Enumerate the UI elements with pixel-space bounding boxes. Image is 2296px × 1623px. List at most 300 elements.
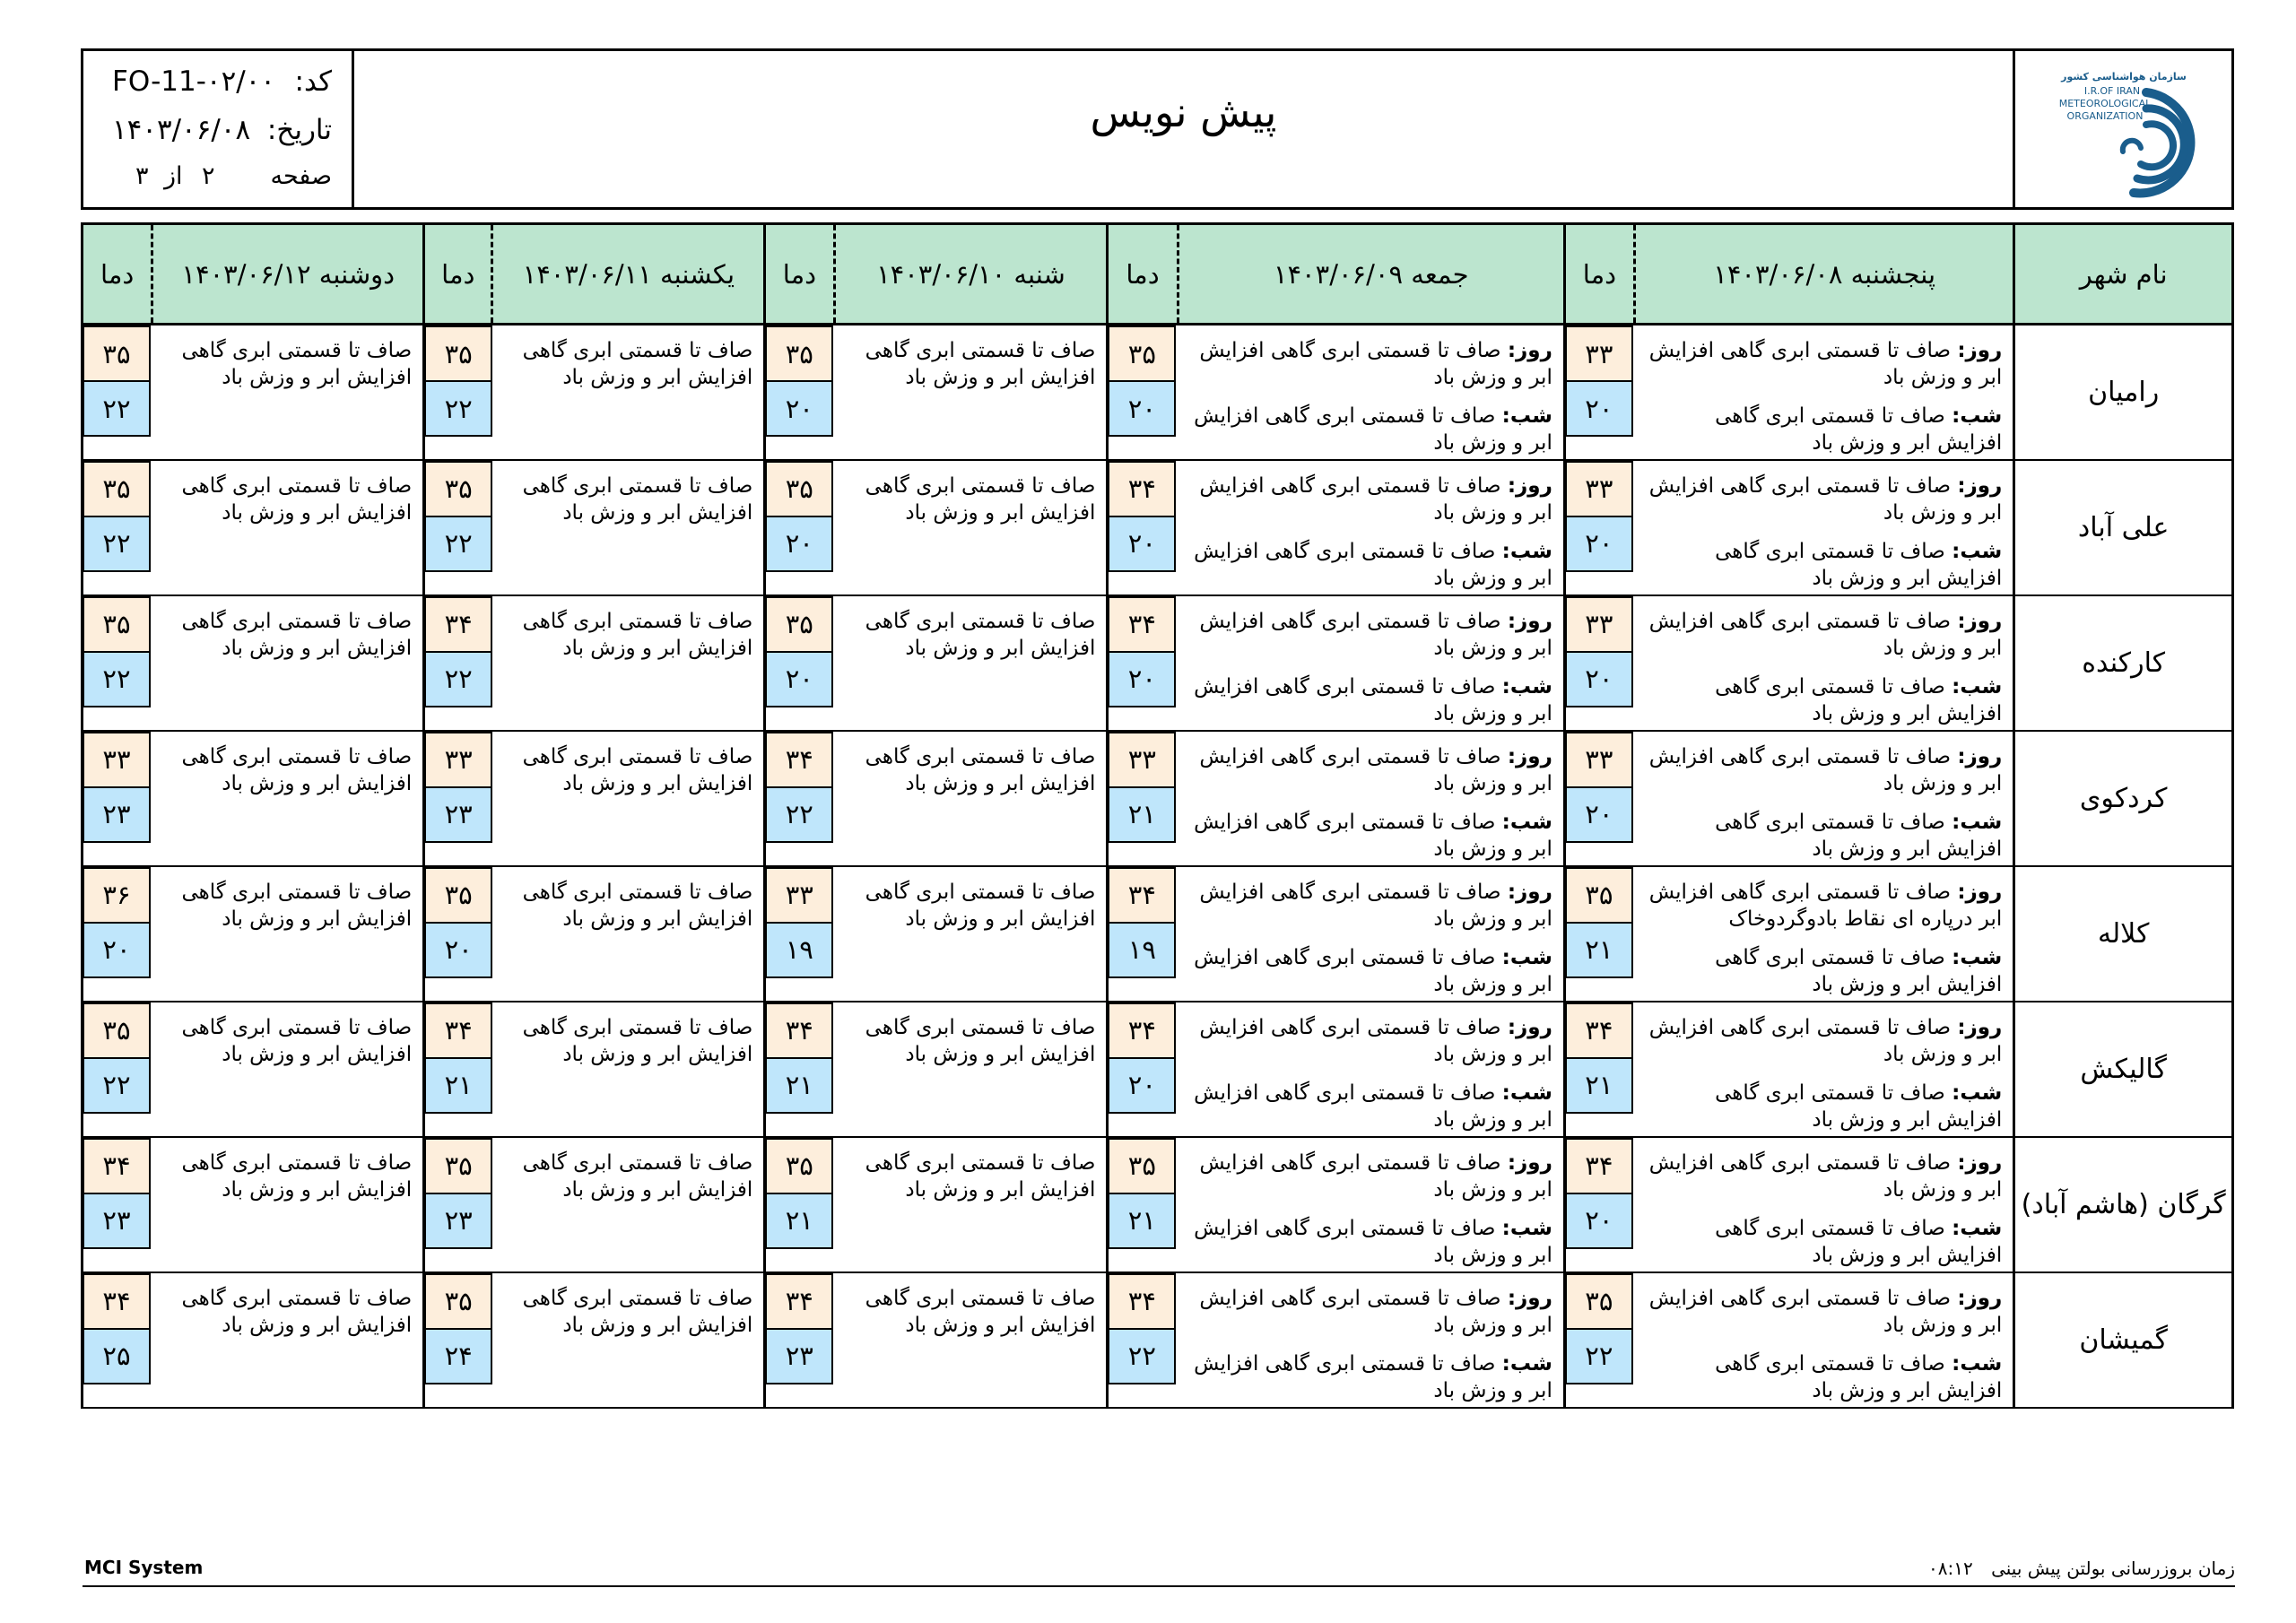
min-temp: ۲۱ [1565, 1057, 1633, 1114]
forecast-text: صاف تا قسمتی ابری گاهی افزایش ابر و وزش باد [522, 1015, 753, 1066]
table-row [83, 325, 2233, 460]
temperature-cell [1564, 1272, 1634, 1408]
max-temp: ۳۴ [1108, 461, 1176, 517]
column-header-temp-1: دما [1564, 224, 1634, 325]
forecast-description [492, 731, 765, 866]
night-forecast [1646, 1350, 2003, 1404]
day-text: صاف تا قسمتی ابری گاهی افزایش ابر و وزش باد [1199, 744, 1552, 795]
table-header-row [83, 224, 2233, 325]
max-temp: ۳۵ [424, 461, 492, 517]
day-text: صاف تا قسمتی ابری گاهی افزایش ابر و وزش باد [1199, 1150, 1552, 1202]
temperature-cell [83, 1002, 152, 1137]
night-forecast [1188, 1080, 1552, 1133]
night-text: صاف تا قسمتی ابری گاهی افزایش ابر و وزش باد [1194, 674, 1552, 725]
forecast-description [152, 595, 424, 731]
forecast-text: صاف تا قسمتی ابری گاهی افزایش ابر و وزش باد [865, 473, 1096, 525]
temperature-cell [765, 1272, 834, 1408]
min-temp: ۲۲ [83, 1057, 151, 1114]
day-forecast [1188, 608, 1552, 662]
min-temp: ۲۰ [1565, 380, 1633, 437]
city-name: گمیشان [2014, 1272, 2233, 1408]
max-temp: ۳۴ [1108, 596, 1176, 653]
night-label: شب: [1952, 945, 2003, 969]
forecast-text: صاف تا قسمتی ابری گاهی افزایش ابر و وزش باد [865, 880, 1096, 931]
table-row [83, 460, 2233, 595]
min-temp: ۲۰ [1565, 1193, 1633, 1249]
forecast-description [1635, 595, 2014, 731]
page-total: ۳ [135, 162, 149, 190]
max-temp: ۳۵ [765, 325, 833, 382]
code-row [103, 65, 332, 110]
date-label: تاریخ: [266, 114, 332, 146]
forecast-table-container [81, 222, 2234, 1409]
forecast-text: صاف تا قسمتی ابری گاهی افزایش ابر و وزش باد [181, 1150, 413, 1202]
update-label: زمان بروزرسانی بولتن پیش بینی [1991, 1558, 2235, 1579]
day-forecast [1646, 608, 2003, 662]
night-text: صاف تا قسمتی ابری گاهی افزایش ابر و وزش باد [1715, 674, 2003, 725]
day-text: صاف تا قسمتی ابری گاهی افزایش ابر و وزش باد [1648, 1286, 2003, 1337]
forecast-description [152, 1002, 424, 1137]
day-label: روز: [1507, 744, 1552, 768]
day-label: روز: [1957, 339, 2003, 362]
page-row [103, 162, 332, 207]
logo-text-fa: سازمان هواشناسی کشور [2061, 71, 2187, 82]
day-forecast [1188, 1285, 1552, 1339]
max-temp: ۳۳ [1565, 732, 1633, 788]
temperature-cell [424, 1137, 492, 1272]
city-name: کلاله [2014, 866, 2233, 1002]
day-text: صاف تا قسمتی ابری گاهی افزایش ابر و وزش باد [1648, 1015, 2003, 1066]
night-forecast [1188, 1215, 1552, 1269]
min-temp: ۲۰ [765, 516, 833, 572]
day-text: صاف تا قسمتی ابری گاهی افزایش ابر و وزش باد [1648, 1150, 2003, 1202]
forecast-description [834, 460, 1108, 595]
temperature-cell [1564, 595, 1634, 731]
forecast-description [1178, 1137, 1564, 1272]
forecast-text: صاف تا قسمتی ابری گاهی افزایش ابر و وزش باد [181, 1286, 413, 1337]
temperature-cell [1564, 325, 1634, 460]
max-temp: ۳۳ [83, 732, 151, 788]
max-temp: ۳۵ [83, 325, 151, 382]
forecast-description [492, 1002, 765, 1137]
min-temp: ۲۲ [1565, 1328, 1633, 1384]
temperature-cell [1108, 1002, 1178, 1137]
forecast-text: صاف تا قسمتی ابری گاهی افزایش ابر و وزش باد [522, 1150, 753, 1202]
city-name: علی آباد [2014, 460, 2233, 595]
forecast-text: صاف تا قسمتی ابری گاهی افزایش ابر و وزش باد [181, 339, 413, 389]
min-temp: ۲۰ [765, 380, 833, 437]
temperature-cell [424, 866, 492, 1002]
min-temp: ۲۱ [1565, 922, 1633, 978]
night-label: شب: [1952, 1081, 2003, 1105]
logo-text-line4: ORGANIZATION [2066, 110, 2144, 122]
forecast-description [1178, 731, 1564, 866]
night-forecast [1188, 809, 1552, 863]
min-temp: ۱۹ [1108, 922, 1176, 978]
night-text: صاف تا قسمتی ابری گاهی افزایش ابر و وزش باد [1194, 404, 1552, 455]
update-time: ۰۸:۱۲ [1928, 1558, 1973, 1579]
forecast-description [492, 1137, 765, 1272]
forecast-text: صاف تا قسمتی ابری گاهی افزایش ابر و وزش باد [181, 1015, 413, 1066]
day-text: صاف تا قسمتی ابری گاهی افزایش ابر و وزش باد [1648, 339, 2003, 389]
update-time-info [1928, 1558, 2235, 1579]
table-row [83, 731, 2233, 866]
table-row [83, 1002, 2233, 1137]
max-temp: ۳۴ [765, 1002, 833, 1059]
night-text: صاف تا قسمتی ابری گاهی افزایش ابر و وزش باد [1715, 404, 2003, 455]
date-row [103, 114, 332, 159]
max-temp: ۳۶ [83, 867, 151, 924]
day-label: روز: [1957, 880, 2003, 904]
day-forecast [1188, 879, 1552, 933]
temperature-cell [1108, 1272, 1178, 1408]
max-temp: ۳۳ [1565, 596, 1633, 653]
night-forecast [1188, 538, 1552, 592]
max-temp: ۳۳ [424, 732, 492, 788]
max-temp: ۳۵ [765, 1138, 833, 1194]
day-forecast [1646, 1285, 2003, 1339]
column-header-day-5: دوشنبه ۱۴۰۳/۰۶/۱۲ [152, 224, 424, 325]
day-label: روز: [1507, 473, 1552, 498]
min-temp: ۱۹ [765, 922, 833, 978]
night-forecast [1646, 538, 2003, 592]
day-text: صاف تا قسمتی ابری گاهی افزایش ابر و وزش باد [1199, 1015, 1552, 1066]
min-temp: ۲۱ [765, 1057, 833, 1114]
temperature-cell [765, 866, 834, 1002]
temperature-cell [1564, 866, 1634, 1002]
column-header-day-3: شنبه ۱۴۰۳/۰۶/۱۰ [834, 224, 1108, 325]
night-label: شب: [1952, 1216, 2003, 1240]
max-temp: ۳۵ [765, 461, 833, 517]
forecast-text: صاف تا قسمتی ابری گاهی افزایش ابر و وزش باد [865, 609, 1096, 660]
temperature-cell [1564, 731, 1634, 866]
forecast-text: صاف تا قسمتی ابری گاهی افزایش ابر و وزش باد [522, 744, 753, 795]
forecast-description [492, 460, 765, 595]
min-temp: ۲۲ [424, 380, 492, 437]
forecast-table-body [83, 325, 2233, 1408]
day-label: روز: [1957, 1150, 2003, 1175]
day-label: روز: [1507, 1286, 1552, 1310]
forecast-text: صاف تا قسمتی ابری گاهی افزایش ابر و وزش باد [522, 1286, 753, 1337]
max-temp: ۳۵ [424, 1273, 492, 1330]
night-label: شب: [1501, 810, 1552, 834]
night-label: شب: [1952, 810, 2003, 834]
max-temp: ۳۵ [83, 461, 151, 517]
column-header-city: نام شهر [2014, 224, 2233, 325]
min-temp: ۲۰ [765, 651, 833, 707]
forecast-description [492, 325, 765, 460]
forecast-description [492, 595, 765, 731]
night-label: شب: [1501, 945, 1552, 969]
temperature-cell [1108, 1137, 1178, 1272]
night-label: شب: [1952, 674, 2003, 699]
night-text: صاف تا قسمتی ابری گاهی افزایش ابر و وزش باد [1194, 1081, 1552, 1132]
min-temp: ۲۱ [1108, 786, 1176, 843]
night-forecast [1188, 403, 1552, 456]
min-temp: ۲۰ [83, 922, 151, 978]
document-title: پیش نویس [1090, 88, 1277, 136]
document-meta [83, 51, 354, 207]
date-value: ۱۴۰۳/۰۶/۰۸ [112, 114, 251, 146]
forecast-description [1178, 460, 1564, 595]
max-temp: ۳۴ [765, 1273, 833, 1330]
night-forecast [1646, 944, 2003, 998]
forecast-description [1635, 1137, 2014, 1272]
logo-icon [2048, 62, 2200, 202]
max-temp: ۳۴ [1108, 1273, 1176, 1330]
night-forecast [1646, 1215, 2003, 1269]
temperature-cell [83, 460, 152, 595]
table-row [83, 1137, 2233, 1272]
min-temp: ۲۰ [1565, 651, 1633, 707]
forecast-description [1635, 1272, 2014, 1408]
forecast-description [834, 325, 1108, 460]
forecast-text: صاف تا قسمتی ابری گاهی افزایش ابر و وزش باد [181, 473, 413, 525]
day-forecast [1188, 1014, 1552, 1068]
meteorological-organization-logo [2013, 51, 2231, 207]
day-label: روز: [1957, 1286, 2003, 1310]
max-temp: ۳۴ [424, 596, 492, 653]
logo-text-line3: METEOROLOGICAL [2058, 98, 2152, 109]
max-temp: ۳۳ [1565, 325, 1633, 382]
forecast-description [152, 1137, 424, 1272]
day-label: روز: [1957, 744, 2003, 768]
forecast-description [834, 731, 1108, 866]
day-label: روز: [1507, 339, 1552, 362]
forecast-text: صاف تا قسمتی ابری گاهی افزایش ابر و وزش باد [522, 880, 753, 931]
code-value: FO-11-۰۲/۰۰ [112, 65, 275, 98]
max-temp: ۳۴ [1108, 867, 1176, 924]
day-text: صاف تا قسمتی ابری گاهی افزایش ابر و وزش باد [1199, 473, 1552, 525]
min-temp: ۲۳ [765, 1328, 833, 1384]
forecast-text: صاف تا قسمتی ابری گاهی افزایش ابر و وزش باد [522, 473, 753, 525]
forecast-description [1635, 866, 2014, 1002]
day-text: صاف تا قسمتی ابری گاهی افزایش ابر و وزش باد [1199, 880, 1552, 931]
forecast-description [1178, 1272, 1564, 1408]
day-label: روز: [1957, 473, 2003, 498]
day-label: روز: [1507, 880, 1552, 904]
forecast-description [834, 866, 1108, 1002]
min-temp: ۲۲ [424, 651, 492, 707]
night-forecast [1646, 673, 2003, 727]
document-header [81, 48, 2234, 210]
night-text: صاف تا قسمتی ابری گاهی افزایش ابر و وزش باد [1194, 810, 1552, 861]
max-temp: ۳۳ [1108, 732, 1176, 788]
min-temp: ۲۰ [1565, 516, 1633, 572]
temperature-cell [1108, 460, 1178, 595]
temperature-cell [83, 1272, 152, 1408]
day-text: صاف تا قسمتی ابری گاهی افزایش ابر و وزش باد [1648, 473, 2003, 525]
forecast-description [834, 1002, 1108, 1137]
day-forecast [1188, 1150, 1552, 1203]
night-label: شب: [1501, 674, 1552, 699]
forecast-description [1178, 1002, 1564, 1137]
temperature-cell [765, 595, 834, 731]
footer-divider [83, 1585, 2235, 1587]
min-temp: ۲۴ [424, 1328, 492, 1384]
page-label: صفحه [270, 162, 332, 190]
forecast-description [152, 1272, 424, 1408]
city-name: کارکنده [2014, 595, 2233, 731]
forecast-description [1178, 595, 1564, 731]
forecast-text: صاف تا قسمتی ابری گاهی افزایش ابر و وزش باد [865, 744, 1096, 795]
min-temp: ۲۲ [1108, 1328, 1176, 1384]
min-temp: ۲۰ [424, 922, 492, 978]
temperature-cell [424, 1002, 492, 1137]
day-forecast [1646, 337, 2003, 391]
day-forecast [1188, 743, 1552, 797]
temperature-cell [83, 866, 152, 1002]
min-temp: ۲۲ [83, 516, 151, 572]
temperature-cell [765, 460, 834, 595]
forecast-description [1178, 325, 1564, 460]
temperature-cell [1108, 866, 1178, 1002]
table-row [83, 595, 2233, 731]
temperature-cell [765, 1002, 834, 1137]
forecast-text: صاف تا قسمتی ابری گاهی افزایش ابر و وزش باد [522, 609, 753, 660]
min-temp: ۲۰ [1108, 516, 1176, 572]
night-forecast [1646, 1080, 2003, 1133]
forecast-description [152, 325, 424, 460]
night-label: شب: [1501, 539, 1552, 563]
min-temp: ۲۵ [83, 1328, 151, 1384]
forecast-description [1635, 731, 2014, 866]
night-text: صاف تا قسمتی ابری گاهی افزایش ابر و وزش باد [1194, 945, 1552, 996]
column-header-day-1: پنجشنبه ۱۴۰۳/۰۶/۰۸ [1635, 224, 2014, 325]
temperature-cell [1108, 595, 1178, 731]
night-text: صاف تا قسمتی ابری گاهی افزایش ابر و وزش باد [1715, 1351, 2003, 1402]
night-label: شب: [1501, 1351, 1552, 1376]
max-temp: ۳۴ [83, 1138, 151, 1194]
system-name: MCI System [84, 1557, 204, 1578]
temperature-cell [83, 1137, 152, 1272]
day-forecast [1646, 1150, 2003, 1203]
night-label: شب: [1952, 404, 2003, 428]
night-text: صاف تا قسمتی ابری گاهی افزایش ابر و وزش باد [1715, 1081, 2003, 1132]
city-name: گالیکش [2014, 1002, 2233, 1137]
temperature-cell [765, 325, 834, 460]
night-label: شب: [1952, 539, 2003, 563]
night-text: صاف تا قسمتی ابری گاهی افزایش ابر و وزش باد [1194, 1351, 1552, 1402]
day-text: صاف تا قسمتی ابری گاهی افزایش ابر و وزش باد [1199, 339, 1552, 389]
temperature-cell [1108, 731, 1178, 866]
day-text: صاف تا قسمتی ابری گاهی افزایش ابر و وزش باد [1199, 609, 1552, 660]
day-forecast [1646, 879, 2003, 933]
max-temp: ۳۵ [424, 325, 492, 382]
temperature-cell [424, 1272, 492, 1408]
forecast-description [152, 460, 424, 595]
column-header-temp-2: دما [1108, 224, 1178, 325]
day-forecast [1646, 743, 2003, 797]
city-name: کردکوی [2014, 731, 2233, 866]
max-temp: ۳۳ [765, 867, 833, 924]
code-label: کد: [294, 65, 332, 98]
forecast-text: صاف تا قسمتی ابری گاهی افزایش ابر و وزش باد [181, 744, 413, 795]
min-temp: ۲۰ [1108, 380, 1176, 437]
night-text: صاف تا قسمتی ابری گاهی افزایش ابر و وزش باد [1715, 539, 2003, 590]
day-label: روز: [1957, 1015, 2003, 1039]
max-temp: ۳۵ [1108, 325, 1176, 382]
temperature-cell [424, 731, 492, 866]
temperature-cell [424, 325, 492, 460]
max-temp: ۳۵ [83, 1002, 151, 1059]
day-text: صاف تا قسمتی ابری گاهی افزایش ابر درپاره ای نقاط بادوگردوخاک [1648, 880, 2003, 931]
day-label: روز: [1507, 1150, 1552, 1175]
temperature-cell [765, 731, 834, 866]
max-temp: ۳۵ [1565, 867, 1633, 924]
max-temp: ۳۵ [424, 867, 492, 924]
min-temp: ۲۰ [1108, 1057, 1176, 1114]
day-label: روز: [1957, 609, 2003, 633]
forecast-text: صاف تا قسمتی ابری گاهی افزایش ابر و وزش باد [865, 339, 1096, 389]
min-temp: ۲۲ [765, 786, 833, 843]
min-temp: ۲۳ [83, 1193, 151, 1249]
forecast-description [1635, 1002, 2014, 1137]
forecast-text: صاف تا قسمتی ابری گاهی افزایش ابر و وزش باد [181, 609, 413, 660]
night-text: صاف تا قسمتی ابری گاهی افزایش ابر و وزش باد [1715, 810, 2003, 861]
temperature-cell [83, 325, 152, 460]
night-label: شب: [1501, 1081, 1552, 1105]
max-temp: ۳۴ [1565, 1138, 1633, 1194]
column-header-temp-4: دما [424, 224, 492, 325]
min-temp: ۲۱ [765, 1193, 833, 1249]
night-text: صاف تا قسمتی ابری گاهی افزایش ابر و وزش باد [1194, 1216, 1552, 1267]
column-header-temp-3: دما [765, 224, 834, 325]
night-forecast [1188, 1350, 1552, 1404]
min-temp: ۲۲ [83, 651, 151, 707]
day-label: روز: [1507, 609, 1552, 633]
max-temp: ۳۵ [424, 1138, 492, 1194]
temperature-cell [1564, 460, 1634, 595]
min-temp: ۲۰ [1565, 786, 1633, 843]
max-temp: ۳۴ [1565, 1002, 1633, 1059]
forecast-text: صاف تا قسمتی ابری گاهی افزایش ابر و وزش باد [865, 1286, 1096, 1337]
max-temp: ۳۵ [765, 596, 833, 653]
temperature-cell [765, 1137, 834, 1272]
page-of-label: از [164, 162, 183, 190]
night-forecast [1646, 809, 2003, 863]
min-temp: ۲۲ [83, 380, 151, 437]
temperature-cell [83, 731, 152, 866]
min-temp: ۲۳ [424, 786, 492, 843]
forecast-description [152, 866, 424, 1002]
forecast-description [834, 1137, 1108, 1272]
forecast-description [492, 866, 765, 1002]
night-text: صاف تا قسمتی ابری گاهی افزایش ابر و وزش باد [1715, 1216, 2003, 1267]
max-temp: ۳۳ [1565, 461, 1633, 517]
temperature-cell [424, 460, 492, 595]
forecast-text: صاف تا قسمتی ابری گاهی افزایش ابر و وزش باد [522, 339, 753, 389]
temperature-cell [1108, 325, 1178, 460]
night-forecast [1188, 944, 1552, 998]
min-temp: ۲۱ [1108, 1193, 1176, 1249]
forecast-description [1635, 460, 2014, 595]
column-header-day-2: جمعه ۱۴۰۳/۰۶/۰۹ [1178, 224, 1564, 325]
day-text: صاف تا قسمتی ابری گاهی افزایش ابر و وزش باد [1648, 744, 2003, 795]
column-header-temp-5: دما [83, 224, 152, 325]
forecast-description [834, 1272, 1108, 1408]
forecast-text: صاف تا قسمتی ابری گاهی افزایش ابر و وزش باد [865, 1015, 1096, 1066]
max-temp: ۳۵ [1565, 1273, 1633, 1330]
night-label: شب: [1952, 1351, 2003, 1376]
table-row [83, 1272, 2233, 1408]
forecast-description [152, 731, 424, 866]
column-header-day-4: یکشنبه ۱۴۰۳/۰۶/۱۱ [492, 224, 765, 325]
min-temp: ۲۲ [424, 516, 492, 572]
max-temp: ۳۴ [424, 1002, 492, 1059]
day-forecast [1188, 337, 1552, 391]
temperature-cell [1564, 1002, 1634, 1137]
